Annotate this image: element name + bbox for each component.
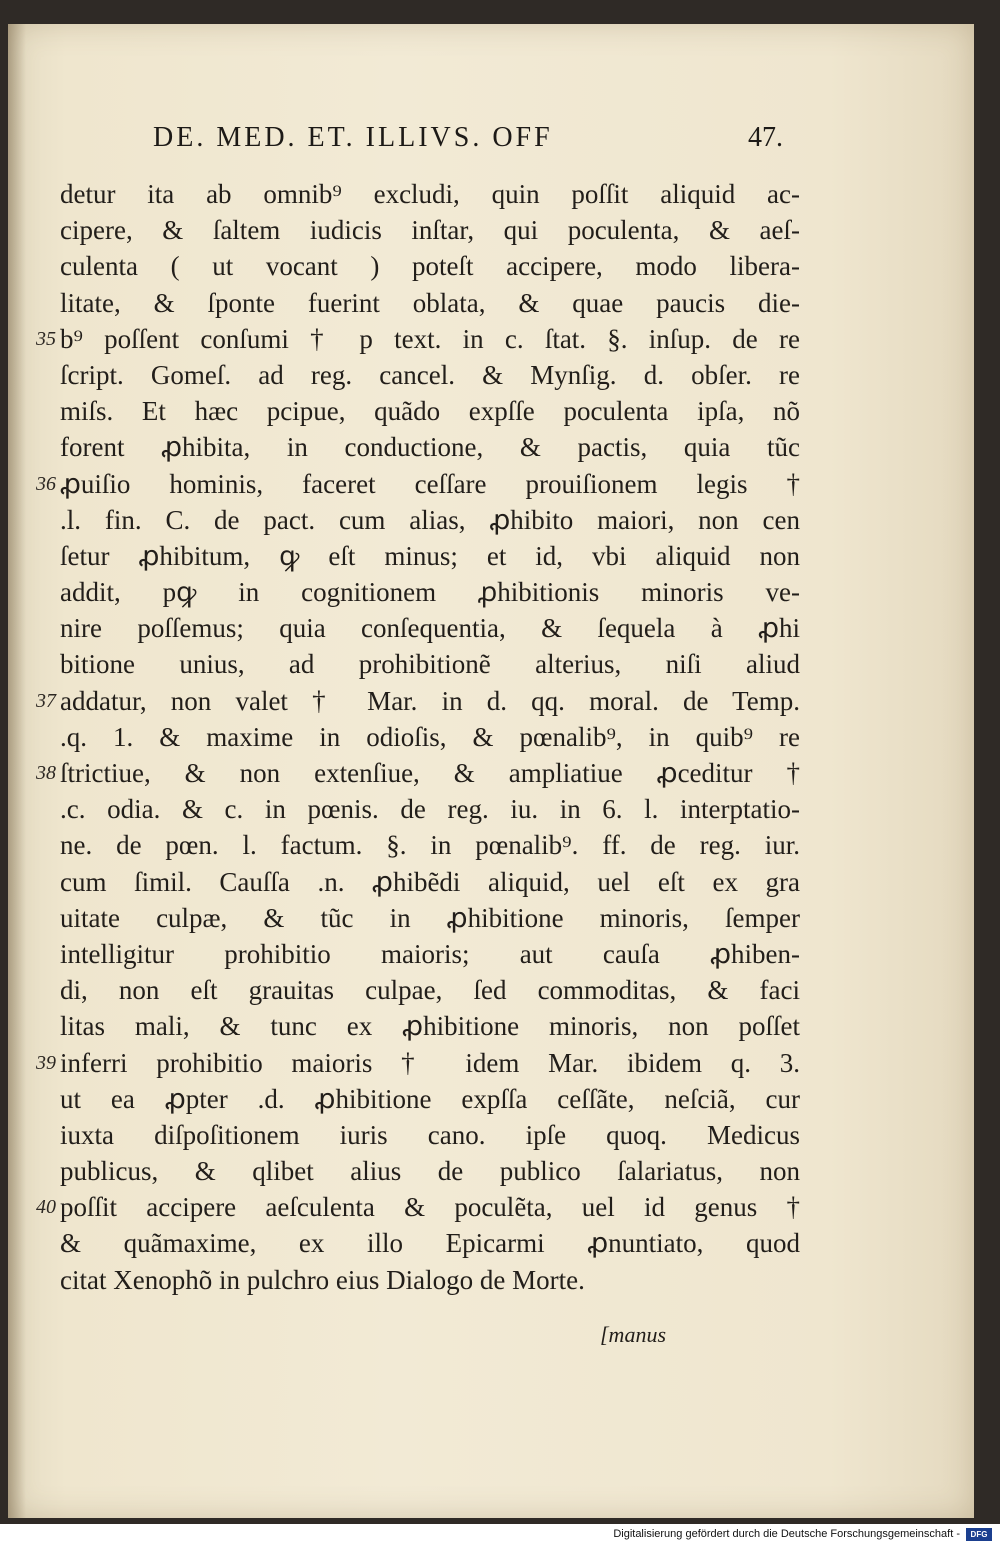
marginal-number: 37	[36, 689, 56, 712]
text-line	[8, 466, 974, 502]
text-line	[8, 791, 974, 827]
text-line	[8, 1045, 974, 1081]
line-text: & quãmaxime, ex illo Epicarmi ꝓnuntiato, quod	[60, 1228, 800, 1259]
line-text: .q. 1. & maxime in odioſis, & pœnalib⁹, in quib⁹ re	[60, 721, 800, 752]
text-line	[8, 936, 974, 972]
line-text: litate, & ſponte fuerint oblata, & quae paucis die-	[60, 287, 800, 318]
body-text	[8, 176, 974, 1336]
line-text: di, non eſt grauitas culpae, ſed commoditas, & faci	[60, 975, 800, 1006]
marginal-number: 36	[36, 472, 56, 495]
line-text: bitione unius, ad prohibitionẽ alterius, niſi aliud	[60, 649, 800, 680]
text-line	[8, 719, 974, 755]
text-line	[8, 1189, 974, 1225]
text-line	[8, 1225, 974, 1261]
line-text: cum ſimil. Cauſſa .n. ꝓhibẽdi aliquid, uel eſt ex gra	[60, 866, 800, 897]
text-line	[8, 900, 974, 936]
line-text: inferri prohibitio maioris † idem Mar. ibidem q. 3.	[60, 1047, 800, 1078]
line-text: forent ꝓhibita, in conductione, & pactis, quia tũc	[60, 432, 800, 463]
text-line	[8, 321, 974, 357]
line-text: culenta ( ut vocant ) poteſt accipere, modo libera-	[60, 251, 800, 282]
line-text: detur ita ab omnib⁹ excludi, quin poſſit aliquid ac-	[60, 179, 800, 209]
text-line	[8, 646, 974, 682]
marginal-number: 35	[36, 327, 56, 350]
text-line	[8, 1008, 974, 1044]
text-line	[8, 1081, 974, 1117]
book-page	[8, 24, 974, 1518]
text-line	[8, 972, 974, 1008]
running-title: DE. MED. ET. ILLIVS. OFF	[153, 122, 553, 153]
marginal-number: 39	[36, 1051, 56, 1074]
text-line	[8, 429, 974, 465]
line-text: uitate culpæ, & tũc in ꝓhibitione minoris, ſemper	[60, 902, 800, 933]
text-line	[8, 683, 974, 719]
text-line	[8, 864, 974, 900]
line-text: .l. fin. C. de pact. cum alias, ꝓhibito maiori, non cen	[60, 504, 800, 535]
line-text: cipere, & ſaltem iudicis inſtar, qui poculenta, & aeſ-	[60, 215, 800, 246]
line-text: citat Xenophõ in pulchro eius Dialogo de Morte.	[60, 1264, 585, 1295]
catchword: [manus	[600, 1322, 667, 1347]
text-line	[8, 502, 974, 538]
line-text: iuxta diſpoſitionem iuris cano. ipſe quoq. Medicus	[60, 1119, 800, 1150]
text-line	[8, 248, 974, 284]
page-number: 47.	[748, 122, 783, 153]
digitization-credit: Digitalisierung gefördert durch die Deutsche Forschungsgemeinschaft -	[613, 1528, 960, 1540]
line-text: publicus, & qlibet alius de publico ſalariatus, non	[60, 1156, 800, 1187]
line-text: ne. de pœn. l. factum. §. in pœnalib⁹. ff. de reg. iur.	[60, 830, 800, 861]
line-text: .c. odia. & c. in pœnis. de reg. iu. in 6. l. interptatio-	[60, 794, 800, 825]
line-text: nire poſſemus; quia conſequentia, & ſequela à ꝓhi	[60, 613, 800, 644]
line-text: b⁹ poſſent conſumi † p text. in c. ſtat. §. inſup. de re	[60, 323, 800, 354]
marginal-number: 38	[36, 762, 56, 784]
footer-bar	[0, 1524, 1000, 1546]
text-line	[8, 357, 974, 393]
line-text: ꝓuiſio hominis, faceret ceſſare prouiſionem legis †	[60, 468, 800, 499]
line-text: ſetur ꝓhibitum, ꝙ eſt minus; et id, vbi aliquid non	[60, 540, 800, 571]
line-text: litas mali, & tunc ex ꝓhibitione minoris, non poſſet	[60, 1011, 800, 1042]
line-text: addatur, non valet † Mar. in d. qq. moral. de Temp.	[60, 685, 800, 716]
text-line	[8, 285, 974, 321]
text-line	[8, 1117, 974, 1153]
line-text: ſcript. Gomeſ. ad reg. cancel. & Mynſig. d. obſer. re	[60, 359, 800, 390]
text-line	[8, 176, 974, 212]
line-text: addit, pꝙ in cognitionem ꝓhibitionis minoris ve-	[60, 577, 800, 608]
text-line	[8, 610, 974, 646]
line-text: poſſit accipere aeſculenta & poculẽta, uel id genus †	[60, 1192, 800, 1223]
line-text: intelligitur prohibitio maioris; aut cauſa ꝓhiben-	[60, 938, 800, 969]
text-line	[8, 212, 974, 248]
line-text: ut ea ꝓpter .d. ꝓhibitione expſſa ceſſãte, neſciã, cur	[60, 1083, 800, 1114]
text-line	[8, 538, 974, 574]
page-header	[143, 122, 803, 162]
text-line	[8, 393, 974, 429]
text-line	[8, 827, 974, 863]
line-text: miſs. Et hæc pcipue, quãdo expſſe poculenta ipſa, nõ	[60, 396, 800, 427]
text-line	[8, 1153, 974, 1189]
line-text: ſtrictiue, & non extenſiue, & ampliatiue ꝓceditur †	[60, 758, 800, 788]
text-line	[8, 755, 974, 791]
text-line	[8, 1262, 974, 1298]
text-line	[8, 574, 974, 610]
marginal-number: 40	[36, 1196, 56, 1219]
dfg-logo: DFG	[966, 1528, 992, 1541]
